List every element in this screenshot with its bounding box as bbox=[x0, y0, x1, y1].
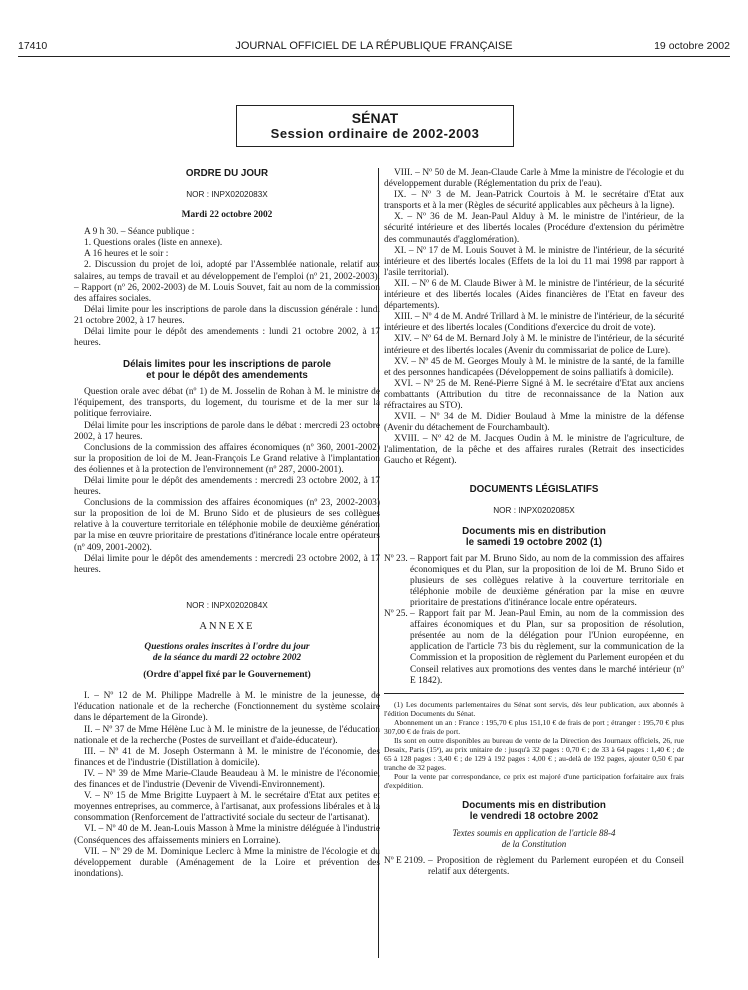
footnote: Abonnement un an : France : 195,70 € plus 151,10 € de frais de port ; étranger : 195,70 € plus 307,00 € de frais de port. bbox=[384, 717, 684, 736]
document-text: – Rapport fait par M. Bruno Sido, au nom de la commission des affaires économiques et du Plan, sur la proposition de loi de M. Bruno Sido et plusieurs de ses collègues relative à la couverture territoriale en téléphonie mobile de deuxième génération par la mise en œuvre prioritaire de prestations d'itinérance locale entre opérateurs. bbox=[410, 553, 684, 608]
ordre-appel-heading: (Ordre d'appel fixé par le Gouvernement) bbox=[143, 670, 311, 681]
footnote-rule bbox=[384, 693, 684, 694]
journal-title: JOURNAL OFFICIEL DE LA RÉPUBLIQUE FRANÇAISE bbox=[235, 40, 513, 52]
paragraph: 1. Questions orales (liste en annexe). bbox=[84, 238, 223, 249]
header-rule bbox=[18, 56, 730, 57]
question-item: III. – Nº 41 de M. Joseph Ostermann à M. le ministre de l'économie, des finances et de l'industrie (Distillation à domicile). bbox=[74, 746, 380, 768]
issue-date: 19 octobre 2002 bbox=[654, 40, 730, 52]
question-item: X. – Nº 36 de M. Jean-Paul Alduy à M. le ministre de l'intérieur, de la sécurité intérieure et des libertés locales (Procédure d'extension du périmètre des communautés d'agglomération). bbox=[384, 212, 684, 245]
paragraph: Délai limite pour le dépôt des amendements : mercredi 23 octobre 2002, à 17 heures. bbox=[74, 553, 380, 575]
document-entry bbox=[384, 554, 684, 609]
footnote: Pour la vente par correspondance, ce prix est majoré d'une participation forfaitaire aux frais d'expédition. bbox=[384, 771, 684, 790]
delais-heading-line2: et pour le dépôt des amendements bbox=[146, 370, 308, 382]
document-number: Nº E 2109. bbox=[384, 855, 426, 866]
footnote: (1) Les documents parlementaires du Sénat sont servis, dès leur publication, aux abonnés à l'édition Documents du Sénat. bbox=[384, 699, 684, 718]
paragraph: Délai limite pour le dépôt des amendements : mercredi 23 octobre 2002, à 17 heures. bbox=[74, 475, 380, 498]
question-item: V. – Nº 15 de Mme Brigitte Luypaert à M. le secrétaire d'Etat aux petites et moyennes entreprises, au commerce, à l'artisanat, aux professions libérales et à la consommation (Renforcement de l'attractivité sociale du secteur de l'artisanat). bbox=[74, 791, 380, 824]
textes-soumis-line2: de la Constitution bbox=[501, 838, 567, 849]
paragraph: Délai limite pour le dépôt des amendements : lundi 21 octobre 2002, à 17 heures. bbox=[74, 327, 380, 349]
session-date-heading: Mardi 22 octobre 2002 bbox=[181, 210, 273, 221]
question-item: XVIII. – Nº 42 de M. Jacques Oudin à M. le ministre de l'agriculture, de l'alimentation, de la pêche et des affaires rurales (Retrait des insecticides Gaucho et Régent). bbox=[384, 434, 684, 467]
documents-legislatifs-heading: DOCUMENTS LÉGISLATIFS bbox=[469, 483, 599, 495]
question-item: XIV. – Nº 64 de M. Bernard Joly à M. le ministre de l'intérieur, de la sécurité intérieure et des libertés locales (Avenir du commissariat de police de Lure). bbox=[384, 334, 684, 356]
ordre-du-jour-heading: ORDRE DU JOUR bbox=[185, 168, 269, 179]
question-item: XII. – Nº 6 de M. Claude Biwer à M. le ministre de l'intérieur, de la sécurité intérieure et des libertés locales (Aides financières de l'Etat en faveur des départements). bbox=[384, 278, 684, 312]
footnote: Ils sont en outre disponibles au bureau de vente de la Direction des Journaux officiels, 26, rue Desaix, Paris (15ᵉ), au prix unitaire de : jusqu'à 32 pages : 0,70 € ; de 33 à 64 pages : 1,40 € ; de 65 à 128 pages : 3,40 € ; de 129 à 192 pages : 4,00 € ; au-delà de 192 pages, ajouter 0,50 € par tranche de 32 pages. bbox=[384, 735, 684, 772]
document-entry bbox=[384, 609, 684, 687]
paragraph: Question orale avec débat (nº 1) de M. Josselin de Rohan à M. le ministre de l'équipement, des transports, du logement, du tourisme et de la mer sur la politique ferroviaire. bbox=[74, 387, 380, 420]
paragraph: Délai limite pour les inscriptions de parole dans le débat : mercredi 23 octobre 2002, à 17 heures. bbox=[74, 420, 380, 442]
question-item: VII. – Nº 29 de M. Dominique Leclerc à Mme la ministre de l'écologie et du développement durable (Aménagement de la Loire et prévention des inondations). bbox=[74, 846, 380, 879]
question-item: VIII. – Nº 50 de M. Jean-Claude Carle à Mme la ministre de l'écologie et du développement durable (Réglementation du prix de l'eau). bbox=[384, 168, 684, 190]
paragraph: Conclusions de la commission des affaires économiques (nº 360, 2001-2002) sur la proposition de loi de M. Jean-François Le Grand relative à l'implantation des éoliennes et à la protection de l'environnement (nº 287, 2000-2001). bbox=[74, 442, 380, 475]
distribution-heading-line2: le samedi 19 octobre 2002 (1) bbox=[465, 536, 603, 548]
paragraph: Conclusions de la commission des affaires économiques (nº 23, 2002-2003) sur la proposition de loi de M. Bruno Sido et de plusieurs de ses collègues relative à la couverture territoriale en téléphonie mobile de deuxième génération par la mise en œuvre prioritaire de prestations d'itinérance locale entre opérateurs (nº 409, 2001-2002). bbox=[74, 498, 380, 553]
nor-reference: NOR : INPX0202085X bbox=[493, 505, 575, 515]
annexe-heading: ANNEXE bbox=[199, 620, 255, 632]
distribution-heading-line1: Documents mis en distribution bbox=[462, 525, 606, 537]
paragraph: A 9 h 30. – Séance publique : bbox=[84, 227, 195, 238]
question-item: II. – Nº 37 de Mme Hélène Luc à M. le ministre de la jeunesse, de l'éducation nationale et de la recherche (Postes de surveillant et d'aide-éducateur). bbox=[74, 724, 380, 746]
questions-orales-heading-line2: de la séance du mardi 22 octobre 2002 bbox=[152, 653, 302, 664]
session-title: Session ordinaire de 2002-2003 bbox=[270, 126, 480, 141]
document-text: – Proposition de règlement du Parlement européen et du Conseil relatif aux détergents. bbox=[428, 855, 684, 878]
question-item: IX. – Nº 3 de M. Jean-Patrick Courtois à M. le secrétaire d'Etat aux transports et à la mer (Règles de sécurité applicables aux pêcheurs à la ligne). bbox=[384, 190, 684, 212]
delais-heading-line1: Délais limites pour les inscriptions de parole bbox=[123, 359, 331, 371]
questions-orales-heading-line1: Questions orales inscrites à l'ordre du jour bbox=[144, 642, 310, 652]
question-item: XVII. – Nº 34 de M. Didier Boulaud à Mme la ministre de la défense (Avenir du détachement de Fourchambault). bbox=[384, 412, 684, 434]
question-item: IV. – Nº 39 de Mme Marie-Claude Beaudeau à M. le ministre de l'économie, des finances et de l'industrie (Devenir de Vivendi-Environnement). bbox=[74, 768, 380, 791]
document-number: Nº 25. bbox=[384, 609, 408, 620]
question-item: XV. – Nº 45 de M. Georges Mouly à M. le ministre de la santé, de la famille et des personnes handicapées (Développement de soins palliatifs à domicile). bbox=[384, 356, 684, 378]
document-text: – Rapport fait par M. Jean-Paul Emin, au nom de la commission des affaires économiques et du Plan, sur sa proposition de résolution, présentée au nom de la délégation pour l'Union européenne, en application de l'article 73 bis du règlement, sur la communication de la Commission et la proposition de règlement du Parlement européen et du Conseil relatives aux promotions des ventes dans le marché intérieur (nº E 1842). bbox=[410, 609, 684, 686]
left-column bbox=[74, 168, 380, 880]
question-item: XVI. – Nº 25 de M. René-Pierre Signé à M. le secrétaire d'Etat aux anciens combattants (Attribution du titre de reconnaissance de la Nation aux réfractaires au STO). bbox=[384, 378, 684, 411]
paragraph: A 16 heures et le soir : bbox=[84, 249, 169, 260]
distribution-heading-line1: Documents mis en distribution bbox=[462, 799, 606, 811]
document-number: Nº 23. bbox=[384, 553, 408, 564]
document-entry bbox=[384, 856, 684, 878]
distribution-heading-line2: le vendredi 18 octobre 2002 bbox=[469, 810, 599, 822]
paragraph: 2. Discussion du projet de loi, adopté par l'Assemblée nationale, relatif aux salaires, au temps de travail et au développement de l'emploi (nº 21, 2002-2003). – Rapport (nº 26, 2002-2003) de M. Louis Souvet, fait au nom de la commission des affaires sociales. bbox=[74, 260, 380, 304]
right-column bbox=[384, 168, 684, 878]
nor-reference: NOR : INPX0202083X bbox=[186, 190, 268, 199]
paragraph: Délai limite pour les inscriptions de parole dans la discussion générale : lundi 21 octobre 2002, à 17 heures. bbox=[74, 304, 380, 326]
page-number: 17410 bbox=[18, 40, 48, 52]
senat-title-box bbox=[236, 105, 514, 147]
question-item: XI. – Nº 17 de M. Louis Souvet à M. le ministre de l'intérieur, de la sécurité intérieure et des libertés locales (Effets de la loi du 11 mai 1998 par rapport à l'asile territorial). bbox=[384, 245, 684, 278]
question-item: VI. – Nº 40 de M. Jean-Louis Masson à Mme la ministre déléguée à l'industrie (Conséquences des affaissements miniers en Lorraine). bbox=[74, 824, 380, 846]
question-item: I. – Nº 12 de M. Philippe Madrelle à M. le ministre de la jeunesse, de l'éducation nationale et de la recherche (Fonctionnement du système scolaire dans le département de la Gironde). bbox=[74, 691, 380, 724]
question-item: XIII. – Nº 4 de M. André Trillard à M. le ministre de l'intérieur, de la sécurité intérieure et des libertés locales (Conditions d'exercice du droit de vote). bbox=[384, 312, 684, 334]
nor-reference: NOR : INPX0202084X bbox=[186, 600, 268, 610]
running-header bbox=[18, 40, 730, 54]
textes-soumis-line1: Textes soumis en application de l'article 88-4 bbox=[452, 827, 616, 838]
senat-title: SÉNAT bbox=[351, 110, 399, 126]
